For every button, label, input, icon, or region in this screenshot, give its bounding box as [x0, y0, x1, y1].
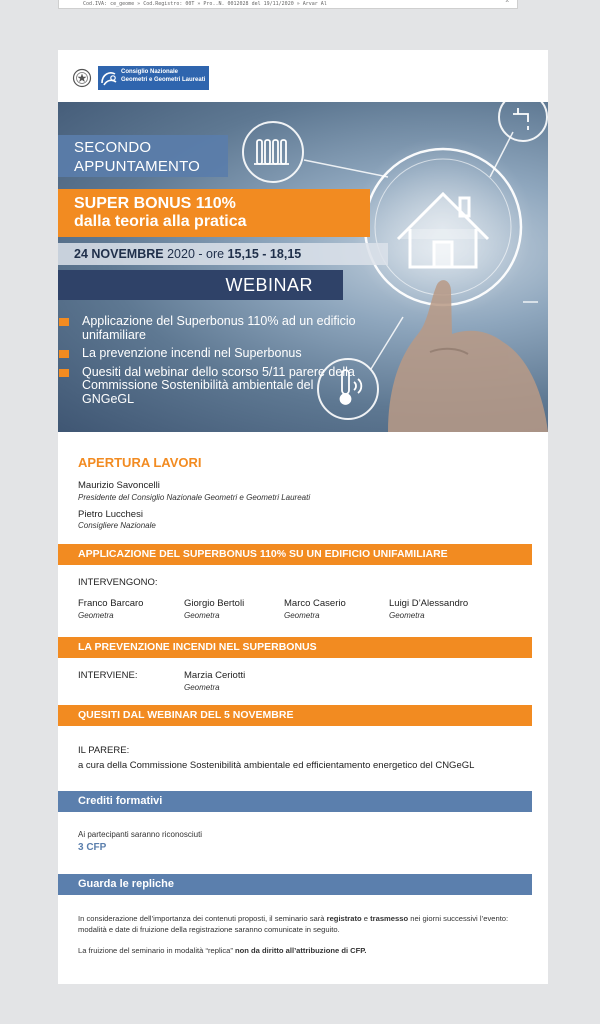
topic-item [58, 347, 358, 361]
speaker-name: Maurizio Savoncelli [78, 480, 160, 491]
section-bar-crediti: Crediti formativi [58, 791, 532, 812]
tag-second-line-2: APPUNTAMENTO [74, 158, 201, 175]
speaker-name: Marzia Ceriotti [184, 670, 246, 681]
date-time: 15,15 - 18,15 [227, 247, 302, 261]
repliche-bold: trasmesso [370, 914, 409, 923]
logo-line-1: Consiglio Nazionale [121, 69, 179, 75]
speaker-role: Geometra [78, 611, 114, 620]
speaker-role: Geometra [184, 611, 220, 620]
apertura-title: APERTURA LAVORI [78, 455, 202, 470]
date-day: 24 NOVEMBRE [74, 247, 164, 261]
speaker-role: Geometra [284, 611, 320, 620]
bullet-square-icon [59, 350, 69, 358]
date-mid: 2020 - ore [163, 247, 228, 261]
speaker-name: Luigi D’Alessandro [389, 598, 469, 609]
repliche-bold: registrato [326, 914, 362, 923]
speaker [184, 598, 244, 620]
topic-text: La prevenzione incendi nel Superbonus [82, 346, 302, 360]
topics-list [58, 315, 358, 411]
document-info-bar [58, 0, 518, 9]
speaker-role: Geometra [184, 683, 220, 692]
parere-text: a cura della Commissione Sostenibilità ambientale ed efficientamento energetico del CNGeGL [78, 760, 475, 771]
webinar-label: WEBINAR [58, 270, 343, 300]
crediti-text: Ai partecipanti saranno riconosciuti [78, 830, 203, 839]
cng-logo [98, 66, 209, 90]
section-bar-repliche[interactable]: Guarda le repliche [58, 874, 532, 895]
hero-banner [58, 102, 548, 432]
topic-text: Applicazione del Superbonus 110% ad un edificio unifamiliare [82, 314, 356, 342]
header-logos [72, 64, 209, 92]
speaker-role: Consigliere Nazionale [78, 521, 156, 530]
speaker [184, 670, 245, 692]
speaker-name: Giorgio Bertoli [184, 598, 245, 609]
event-title [58, 189, 370, 237]
republic-emblem-icon [72, 67, 92, 89]
repliche-bold: non da diritto all’attribuzione di CFP. [235, 946, 367, 955]
event-title-line-2: dalla teoria alla pratica [74, 213, 247, 230]
speaker-name: Pietro Lucchesi [78, 509, 143, 520]
section-bar-quesiti: QUESITI DAL WEBINAR DEL 5 NOVEMBRE [58, 705, 532, 726]
parere-label: IL PARERE: [78, 745, 130, 756]
speaker-role: Presidente del Consiglio Nazionale Geometri e Geometri Laureati [78, 493, 311, 502]
cng-logo-text [120, 66, 209, 90]
speaker [78, 598, 143, 620]
event-date [58, 243, 388, 265]
repliche-text: La fruizione del seminario in modalità “replica” [78, 946, 236, 955]
document-info-text: Cod.IVA: ce_geome » Cod.Registro: 00T » Pro..N. 0012028 del 19/11/2020 » Arvar Al [83, 1, 327, 7]
section-bar-superbonus: APPLICAZIONE DEL SUPERBONUS 110% SU UN EDIFICIO UNIFAMILIARE [58, 544, 532, 565]
radiator-icon [254, 140, 289, 164]
logo-line-2: Geometri e Geometri Laureati [121, 76, 206, 83]
bullet-square-icon [59, 369, 69, 377]
speakers-label: INTERVIENE: [78, 670, 138, 681]
cng-mark-icon [98, 66, 120, 90]
topic-text: Quesiti dal webinar dello scorso 5/11 parere della Commissione Sostenibilità ambientale del GNGeGL [82, 364, 355, 406]
speaker-name: Marco Caserio [284, 598, 346, 609]
repliche-text: e [361, 914, 371, 923]
speaker-role: Geometra [389, 611, 425, 620]
event-title-line-1: SUPER BONUS 110% [74, 195, 236, 212]
repliche-text: nei giorni successivi l’evento: modalità e date di fruizione della registrazione saranno comunicate in seguito. [78, 914, 509, 934]
cfp-value: 3 CFP [78, 842, 107, 853]
repliche-text: In considerazione dell’importanza dei contenuti proposti, il seminario sarà [78, 914, 327, 923]
newsletter-card [58, 50, 548, 984]
tag-second-line-1: SECONDO [74, 139, 152, 156]
speakers-label: INTERVENGONO: [78, 577, 158, 588]
collapse-caret-icon[interactable]: ^ [505, 0, 509, 7]
topic-item [58, 366, 358, 407]
section-bar-prevenzione: LA PREVENZIONE INCENDI NEL SUPERBONUS [58, 637, 532, 658]
topic-item [58, 315, 358, 342]
bullet-square-icon [59, 318, 69, 326]
faucet-icon [513, 108, 528, 130]
repliche-paragraph-2 [78, 945, 528, 956]
speaker [284, 598, 346, 620]
speaker-name: Franco Barcaro [78, 598, 144, 609]
speaker [389, 598, 468, 620]
repliche-paragraph-1 [78, 913, 528, 935]
second-appointment-tag [58, 135, 228, 177]
